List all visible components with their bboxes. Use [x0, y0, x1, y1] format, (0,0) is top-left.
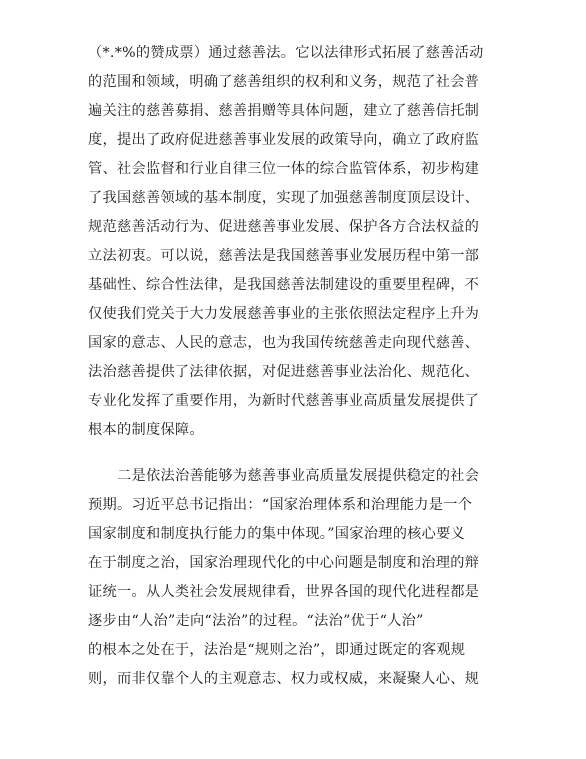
- paragraph-1-line-9: 基础性、综合性法律，是我国慈善法制建设的重要里程碑，不: [88, 277, 480, 293]
- paragraph-2-line-3: 国家制度和制度执行能力的集中体现。”国家治理的核心要义: [88, 526, 466, 542]
- paragraph-2-line-8: 则，而非仅靠个人的主观意志、权力或权威，来凝聚人心、规: [88, 671, 480, 687]
- paragraph-1-line-14: 根本的制度保障。: [88, 422, 204, 438]
- paragraph-1-line-7: 规范慈善活动行为、促进慈善事业发展、保护各方合法权益的: [88, 219, 480, 235]
- paragraph-1-line-11: 国家的意志、人民的意志，也为我国传统慈善走向现代慈善、: [88, 335, 480, 351]
- paragraph-2-line-7: 的根本之处在于，法治是“规则之治”，即通过既定的客观规: [88, 642, 466, 658]
- paragraph-2-line-4: 在于制度之治，国家治理现代化的中心问题是制度和治理的辩: [88, 555, 480, 571]
- paragraph-1-line-2: 的范围和领域，明确了慈善组织的权利和义务，规范了社会普: [88, 74, 480, 90]
- paragraph-1-line-10: 仅使我们党关于大力发展慈善事业的主张依照法定程序上升为: [88, 306, 480, 322]
- paragraph-2-line-1: 二是依法治善能够为慈善事业高质量发展提供稳定的社会: [117, 468, 480, 484]
- paragraph-1-line-4: 度，提出了政府促进慈善事业发展的政策导向，确立了政府监: [88, 132, 480, 148]
- paragraph-1-line-5: 管、社会监督和行业自律三位一体的综合监管体系，初步构建: [88, 161, 480, 177]
- paragraph-1-line-8: 立法初衷。可以说，慈善法是我国慈善事业发展历程中第一部: [88, 248, 480, 264]
- paragraph-2-line-6: 逐步由“人治”走向“法治”的过程。“法治”优于“人治”: [88, 613, 424, 629]
- paragraph-1-line-13: 专业化发挥了重要作用，为新时代慈善事业高质量发展提供了: [88, 393, 480, 409]
- paragraph-2-line-2: 预期。习近平总书记指出：“国家治理体系和治理能力是一个: [88, 497, 473, 513]
- paragraph-2-line-5: 证统一。从人类社会发展规律看，世界各国的现代化进程都是: [88, 584, 480, 600]
- paragraph-1-line-12: 法治慈善提供了法律依据，对促进慈善事业法治化、规范化、: [88, 364, 480, 380]
- paragraph-1-line-3: 遍关注的慈善募捐、慈善捐赠等具体问题，建立了慈善信托制: [88, 103, 480, 119]
- paragraph-1-line-6: 了我国慈善领域的基本制度，实现了加强慈善制度顶层设计、: [88, 190, 480, 206]
- paragraph-1-line-1: （*.*%的赞成票）通过慈善法。它以法律形式拓展了慈善活动: [88, 45, 484, 61]
